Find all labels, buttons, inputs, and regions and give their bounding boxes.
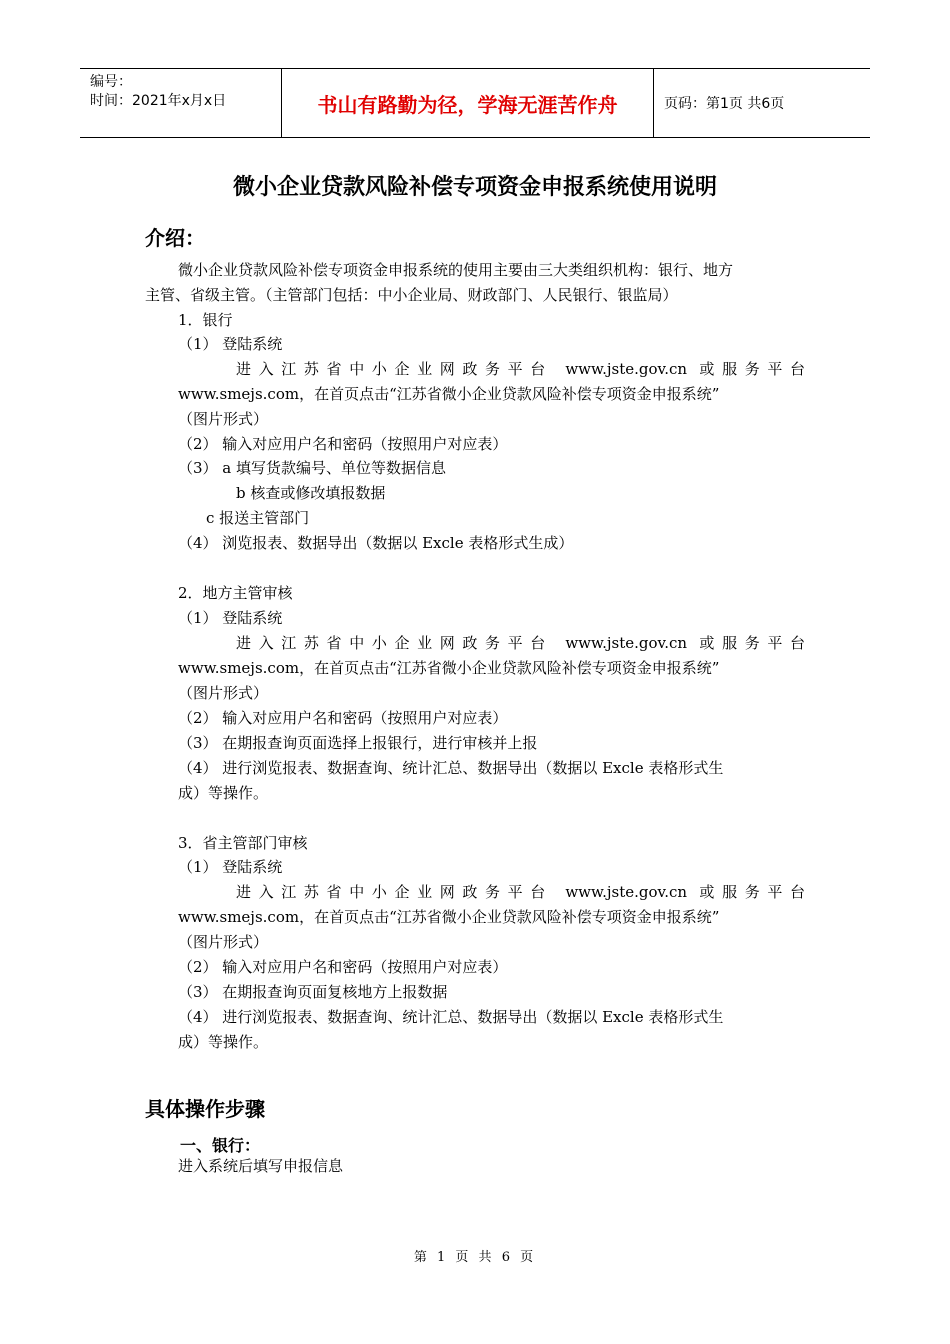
- header-motto: 书山有路勤为径，学海无涯苦作舟: [281, 69, 654, 137]
- bank-step-1-line-3: （图片形式）: [178, 410, 269, 428]
- local-step-1-line-2: www.smejs.com，在首页点击“江苏省微小企业贷款风险补偿专项资金申报系统”: [178, 659, 720, 677]
- bank-step-4: （4） 浏览报表、数据导出（数据以 Excle 表格形式生成）: [178, 534, 574, 552]
- local-heading: 2．地方主管审核: [178, 584, 293, 602]
- province-step-4-line-1: （4） 进行浏览报表、数据查询、统计汇总、数据导出（数据以 Excle 表格形式生: [178, 1008, 724, 1026]
- intro-para-line-2: 主管、省级主管。（主管部门包括：中小企业局、财政部门、人民银行、银监局）: [145, 286, 678, 304]
- bank-step-1-line-2: www.smejs.com，在首页点击“江苏省微小企业贷款风险补偿专项资金申报系统”: [178, 385, 720, 403]
- bank-step-3c: c 报送主管部门: [206, 509, 310, 527]
- local-step-4-line-1: （4） 进行浏览报表、数据查询、统计汇总、数据导出（数据以 Excle 表格形式生: [178, 759, 724, 777]
- bank-heading: 1．银行: [178, 311, 233, 329]
- bank-step-3b: b 核查或修改填报数据: [236, 484, 386, 502]
- province-step-1-line-2: www.smejs.com，在首页点击“江苏省微小企业贷款风险补偿专项资金申报系统”: [178, 908, 720, 926]
- local-step-1-line-1: 进入江苏省中小企业网政务平台 www.jste.gov.cn 或服务平台: [236, 634, 805, 652]
- province-step-2: （2） 输入对应用户名和密码（按照用户对应表）: [178, 958, 508, 976]
- province-step-1: （1） 登陆系统: [178, 858, 283, 876]
- province-step-1-line-3: （图片形式）: [178, 933, 269, 951]
- local-step-4-line-2: 成）等操作。: [178, 784, 269, 802]
- local-step-2: （2） 输入对应用户名和密码（按照用户对应表）: [178, 709, 508, 727]
- bank-step-1-line-1: 进入江苏省中小企业网政务平台 www.jste.gov.cn 或服务平台: [236, 360, 805, 378]
- steps-heading: 具体操作步骤: [145, 1097, 265, 1121]
- bank-step-2: （2） 输入对应用户名和密码（按照用户对应表）: [178, 435, 508, 453]
- document-title: 微小企业贷款风险补偿专项资金申报系统使用说明: [232, 175, 717, 200]
- intro-para-line-1: 微小企业贷款风险补偿专项资金申报系统的使用主要由三大类组织机构：银行、地方: [178, 261, 734, 279]
- province-step-4-line-2: 成）等操作。: [178, 1033, 269, 1051]
- bank-step-1: （1） 登陆系统: [178, 335, 283, 353]
- steps-bank-text: 进入系统后填写申报信息: [178, 1157, 344, 1175]
- bank-step-3a: （3） a 填写货款编号、单位等数据信息: [178, 459, 447, 477]
- intro-heading: 介绍：: [145, 226, 205, 250]
- steps-subheading-bank: 一、银行：: [180, 1136, 261, 1155]
- province-heading: 3．省主管部门审核: [178, 834, 308, 852]
- header-number: 编号：: [90, 74, 132, 90]
- local-step-3: （3） 在期报查询页面选择上报银行，进行审核并上报: [178, 734, 538, 752]
- province-step-3: （3） 在期报查询页面复核地方上报数据: [178, 983, 448, 1001]
- header-page-info: 页码：第1页 共6页: [664, 96, 785, 112]
- local-step-1: （1） 登陆系统: [178, 609, 283, 627]
- header-time: 时间：2021年x月x日: [90, 93, 227, 109]
- header-meta: [80, 69, 281, 137]
- page-footer: 第 1 页 共 6 页: [413, 1250, 537, 1265]
- local-step-1-line-3: （图片形式）: [178, 684, 269, 702]
- page-header: [80, 68, 870, 138]
- province-step-1-line-1: 进入江苏省中小企业网政务平台 www.jste.gov.cn 或服务平台: [236, 883, 805, 901]
